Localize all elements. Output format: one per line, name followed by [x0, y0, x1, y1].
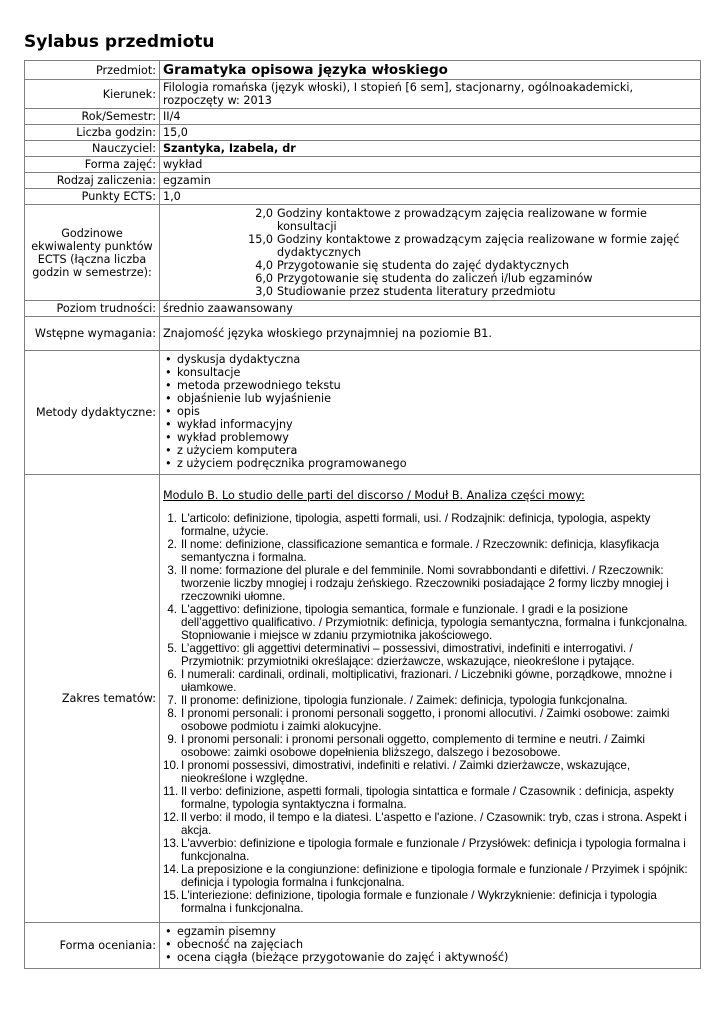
- ects-hours-item: [163, 207, 697, 233]
- methods-list-cell: [160, 351, 701, 475]
- value-godziny: 15,0: [160, 125, 701, 141]
- topics-cell: [160, 475, 701, 923]
- page-title: Sylabus przedmiotu: [24, 32, 215, 52]
- ects-hours-item: [163, 259, 697, 272]
- ects-hours-item: [163, 233, 697, 259]
- value-poziom: średnio zaawansowany: [160, 301, 701, 317]
- list-item: L'interiezione: definizione, tipologia formale e funzionale / Wykrzyknienie: definicja i typologia formalna i funkcjonalna.: [181, 889, 657, 915]
- list-item: • wykład problemowy: [163, 431, 697, 444]
- list-item: I pronomi personali: i pronomi personali soggetto, i pronomi allocutivi. / Zaimki osobowe: zaimki osobowe podmiotu i zaimki alokucyjne.: [181, 707, 670, 733]
- list-item: • konsultacje: [163, 366, 697, 379]
- label-metody: Metody dydaktyczne:: [25, 351, 160, 475]
- row-nauczyciel: [25, 141, 701, 157]
- row-godziny: [25, 125, 701, 141]
- topics-list: [163, 512, 697, 915]
- list-item: Il nome: definizione, classificazione semantica e formale. / Rzeczownik: definicja, klasyfikacja semantyczna i formalna.: [181, 538, 660, 564]
- ects-hours-value: 2,0: [255, 207, 273, 220]
- row-ekwiwalenty: [25, 205, 701, 301]
- list-item: La preposizione e la congiunzione: definizione e tipologia formale e funzionale / Przyimek i spójnik: definicja i typologia formalna i funkcjonalna.: [181, 863, 688, 889]
- list-item: I pronomi possessivi, dimostrativi, indefiniti e relativi. / Zaimki dzierżawcze, wskazujące, nieokreślone i względne.: [181, 759, 631, 785]
- assessment-cell: [160, 923, 701, 969]
- value-kierunek: Filologia romańska (język włoski), I stopień [6 sem], stacjonarny, ogólnoakademicki, rozpoczęty w: 2013: [160, 80, 701, 109]
- label-ocenianie: Forma oceniania:: [25, 923, 160, 969]
- label-wymagania: Wstępne wymagania:: [25, 317, 160, 351]
- course-name: Gramatyka opisowa języka włoskiego: [160, 61, 701, 80]
- ects-hours-item: [163, 272, 697, 285]
- label-poziom: Poziom trudności:: [25, 301, 160, 317]
- ects-hours-item: [163, 285, 697, 298]
- ects-hours-text: Godziny kontaktowe z prowadzącym zajęcia realizowane w formie zajęć dydaktycznych: [277, 233, 680, 259]
- list-item: • wykład informacyjny: [163, 418, 697, 431]
- row-metody: [25, 351, 701, 475]
- list-item: • metoda przewodniego tekstu: [163, 379, 697, 392]
- ects-hours-value: 4,0: [255, 259, 273, 272]
- label-zaliczenie: Rodzaj zaliczenia:: [25, 173, 160, 189]
- list-item: Il nome: formazione del plurale e del femminile. Nomi sovrabbondanti e difettivi. / Rzeczownik: tworzenie liczby mnogiej i rodzaju żeńskiego. Rzeczowniki posiadające 2 formy liczby mnogiej i rzeczowniki ułomne.: [181, 564, 669, 603]
- label-zakres: Zakres tematów:: [25, 475, 160, 923]
- list-item: L'aggettivo: definizione, tipologia semantica, formale e funzionale. I gradi e la posizione dell’aggettivo qualificativo. / Przymiotnik: definicja, typologia semantyczna, formalna i funkcjonalna. Stopniowanie i miejsce w zdaniu przymiotnika jakościowego.: [181, 603, 688, 642]
- ects-hours-value: 3,0: [255, 285, 273, 298]
- row-zakres: [25, 475, 701, 923]
- ects-hours-text: Godziny kontaktowe z prowadzącym zajęcia realizowane w formie konsultacji: [277, 207, 647, 233]
- list-item: • dyskusja dydaktyczna: [163, 353, 697, 366]
- list-item: Il verbo: il modo, il tempo e la diatesi. L'aspetto e l'azione. / Czasownik: tryb, czas i strona. Aspekt i akcja.: [181, 811, 687, 837]
- row-poziom: [25, 301, 701, 317]
- ects-hours-text: Przygotowanie się studenta do zaliczeń i/lub egzaminów: [277, 272, 593, 285]
- syllabus-table: [24, 60, 701, 969]
- value-ects: 1,0: [160, 189, 701, 205]
- label-godziny: Liczba godzin:: [25, 125, 160, 141]
- row-kierunek: [25, 80, 701, 109]
- list-item: • objaśnienie lub wyjaśnienie: [163, 392, 697, 405]
- value-wymagania: Znajomość języka włoskiego przynajmniej na poziomie B1.: [160, 317, 701, 351]
- list-item: • egzamin pisemny: [163, 925, 697, 938]
- row-przedmiot: [25, 61, 701, 80]
- value-nauczyciel: Szantyka, Izabela, dr: [160, 141, 701, 157]
- row-ects: [25, 189, 701, 205]
- label-nauczyciel: Nauczyciel:: [25, 141, 160, 157]
- assessment-list: [163, 925, 697, 964]
- row-rok: [25, 109, 701, 125]
- label-kierunek: Kierunek:: [25, 80, 160, 109]
- list-item: • opis: [163, 405, 697, 418]
- methods-list: [163, 353, 697, 470]
- list-item: • obecność na zajęciach: [163, 938, 697, 951]
- list-item: Il verbo: definizione, aspetti formali, tipologia sintattica e formale / Czasownik : definicja, aspekty formalne, typologia syntaktyczna i formalna.: [181, 785, 674, 811]
- list-item: L’aggettivo: gli aggettivi determinativi – possessivi, dimostrativi, indefiniti e interrogativi. / Przymiotnik: przymiotniki określające: dzierżawcze, wskazujące, nieokreślone i pytające.: [181, 642, 635, 668]
- ects-hours-value: 15,0: [248, 233, 273, 246]
- list-item: • z użyciem komputera: [163, 444, 697, 457]
- value-zaliczenie: egzamin: [160, 173, 701, 189]
- module-title: Modulo B. Lo studio delle parti del discorso / Moduł B. Analiza części mowy:: [163, 489, 585, 502]
- list-item: • ocena ciągła (bieżące przygotowanie do zajęć i aktywność): [163, 951, 697, 964]
- row-forma: [25, 157, 701, 173]
- list-item: I pronomi personali: i pronomi personali oggetto, complemento di termine e neutri. / Zaimki osobowe: zaimki osobowe dopełnienia bliższego, dalszego i bezosobowe.: [181, 733, 645, 759]
- row-wymagania: [25, 317, 701, 351]
- row-ocenianie: [25, 923, 701, 969]
- label-ects: Punkty ECTS:: [25, 189, 160, 205]
- ects-hours-text: Studiowanie przez studenta literatury przedmiotu: [277, 285, 556, 298]
- row-zaliczenie: [25, 173, 701, 189]
- list-item: L'avverbio: definizione e tipologia formale e funzionale / Przysłówek: definicja i typologia formalna i funkcjonalna.: [181, 837, 686, 863]
- label-rok: Rok/Semestr:: [25, 109, 160, 125]
- list-item: I numerali: cardinali, ordinali, moltiplicativi, frazionari. / Liczebniki gówne, porządkowe, mnożne i ułamkowe.: [181, 668, 673, 694]
- list-item: • z użyciem podręcznika programowanego: [163, 457, 697, 470]
- list-item: L'articolo: definizione, tipologia, aspetti formali, usi. / Rodzajnik: definicja, typologia, aspekty formalne, użycie.: [181, 512, 651, 538]
- ects-hours-list: [160, 205, 701, 301]
- label-ekwiwalenty: Godzinowe ekwiwalenty punktów ECTS (łączna liczba godzin w semestrze):: [25, 205, 160, 301]
- label-przedmiot: Przedmiot:: [25, 61, 160, 80]
- value-rok: II/4: [160, 109, 701, 125]
- ects-hours-value: 6,0: [255, 272, 273, 285]
- ects-hours-text: Przygotowanie się studenta do zajęć dydaktycznych: [277, 259, 570, 272]
- value-forma: wykład: [160, 157, 701, 173]
- list-item: Il pronome: definizione, tipologia funzionale. / Zaimek: definicja, typologia funkcjonalna.: [181, 694, 628, 707]
- label-forma: Forma zajęć:: [25, 157, 160, 173]
